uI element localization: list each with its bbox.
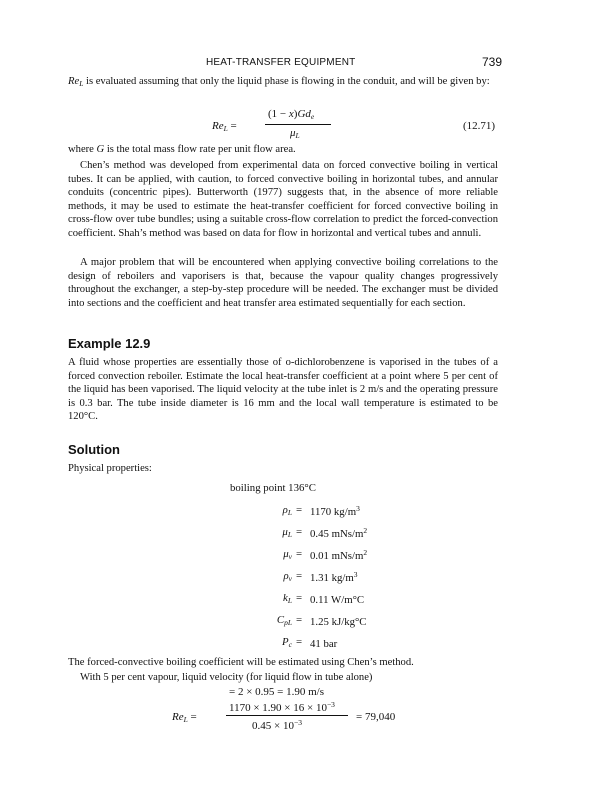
chen-method-line: The forced-convective boiling coefficient will be estimated using Chen’s method. — [68, 657, 414, 668]
physical-properties-label: Physical properties: — [68, 463, 152, 474]
example-text: A fluid whose properties are essentially those of o-dichlorobenzene is vaporised in the tubes of a forced convection reboiler. Estimate the local heat-transfer coefficient at a point where 5 per cent of the liquid has been vaporised. The liquid velocity at the tube inlet is 2 m/s and the operating pressure is 0.3 bar. The tube inside diameter is 16 mm and the local wall temperature is estimated to be 120°C. — [68, 357, 498, 423]
intro-paragraph: $Re_L$ is evaluated assuming that only the liquid phase is flowing in the conduit, and will be given by: — [68, 76, 490, 88]
page-number: 739 — [482, 55, 503, 69]
velocity-line: = 2 × 0.95 = 1.90 m/s — [229, 686, 325, 698]
rel-symbol: $Re_L$ — [68, 76, 84, 88]
re-calc-denominator: $0.45 \times 10^{-3}$ — [252, 718, 302, 732]
problem-paragraph: A major problem that will be encountered when applying convective boiling correlations to the design of reboilers and vaporisers is that, because the vapour quality changes progressively throughout the exchanger, a step-by-step procedure will be needed. The exchanger must be divided into sections and the coefficient and heat transfer area estimated sequentially for each section. — [68, 257, 498, 309]
re-calc-fraction-bar — [226, 715, 348, 716]
example-heading: Example 12.9 — [68, 336, 151, 351]
re-calc-lhs: $Re_L$ = — [172, 711, 197, 724]
chen-paragraph: Chen’s method was developed from experimental data on forced convective boiling in vertical tubes. It can be applied, with caution, to forced convective boiling in horizontal tubes, and annular conduits (concentric pipes). Butterworth (1977) suggests that, in the absence of more reliable methods, it may be used to estimate the heat-transfer coefficient for forced convective boiling in cross-flow over tube bundles; using a suitable cross-flow correlation to predict the forced-convection coefficient. Shah’s method was based on data for flow in horizontal and vertical tubes and annuli. — [68, 160, 498, 239]
equation-fraction-bar — [265, 124, 331, 125]
where-line: where G is the total mass flow rate per unit flow area. — [68, 144, 296, 155]
equation-lhs: $Re_L$ = — [212, 120, 237, 133]
equation-number: (12.71) — [463, 120, 496, 132]
re-calc-result: = 79,040 — [356, 711, 396, 723]
running-header: HEAT-TRANSFER EQUIPMENT — [206, 57, 356, 68]
equation-numerator: $(1 - x)Gd_e$ — [268, 108, 315, 121]
solution-heading: Solution — [68, 442, 120, 457]
re-calc-numerator: $1170 \times 1.90 \times 16 \times 10^{-3}$ — [229, 700, 335, 714]
vapour-line: With 5 per cent vapour, liquid velocity (for liquid flow in tube alone) — [80, 672, 373, 683]
equation-denominator: $\mu_L$ — [290, 127, 300, 140]
